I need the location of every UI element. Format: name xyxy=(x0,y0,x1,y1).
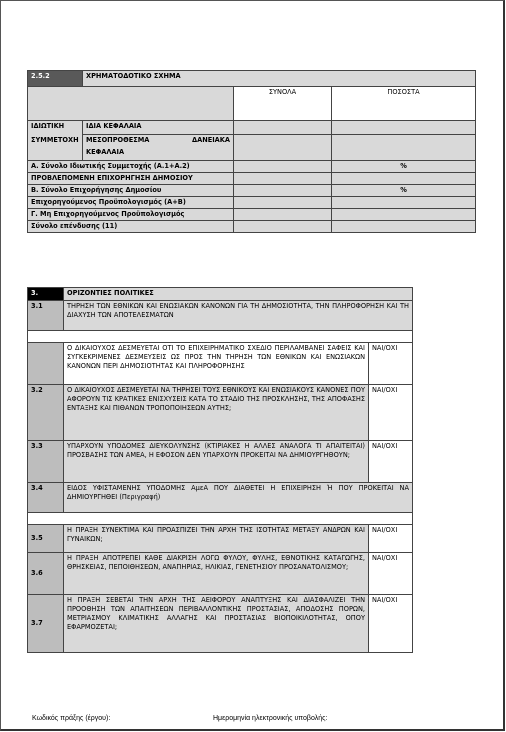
policy-text: Η ΠΡΑΞΗ ΣΕΒΕΤΑΙ ΤΗΝ ΑΡΧΗ ΤΗΣ ΑΕΙΦΟΡΟΥ ΑΝΑΠΤΥΞΗΣ ΚΑΙ ΔΙΑΣΦΑΛΙΖΕΙ ΤΗΝ ΠΡΟΟΘΗΣΗ ΤΩΝ ΑΠΑΙΤΗΣΕΩΝ ΠΕΡΙΒΑΛΛΟΝΤΙΚΗΣ ΠΡΟΣΤΑΣΙΑΣ, ΑΠΟΔΟΣΗΣ ΠΟΡΩΝ, ΜΕΤΡΙΑΣΜΟΥ ΚΛΙΜΑΤΙΚΗΣ ΑΛΛΑΓΗΣ ΚΑΙ ΠΡΟΣΤΑΣΙΑΣ ΒΙΟΠΟΙΚΙΛΟΤΗΤΑΣ, ΟΠΟΥ ΕΦΑΡΜΟΖΕΤΑΙ; xyxy=(64,595,369,653)
policy-number: 3.2 xyxy=(28,385,64,441)
loan-funds-percent-cell[interactable] xyxy=(332,135,476,161)
policy-answer[interactable]: ΝΑΙ/ΟΧΙ xyxy=(369,595,413,653)
subsidized-budget-percent-cell[interactable] xyxy=(332,197,476,209)
private-participation-spacer xyxy=(28,147,83,161)
policy-answer[interactable]: ΝΑΙ/ΟΧΙ xyxy=(369,553,413,595)
policies-table xyxy=(27,287,413,653)
policy-answer[interactable]: ΝΑΙ/ΟΧΙ xyxy=(369,343,413,385)
policy-number: 3.7 xyxy=(28,595,64,653)
non-subsidized-budget-percent-cell[interactable] xyxy=(332,209,476,221)
public-forecast-label: ΠΡΟΒΛΕΠΟΜΕΝΗ ΕΠΙΧΟΡΗΓΗΣΗ ΔΗΜΟΣΙΟΥ xyxy=(28,173,234,185)
policy-text: Ο ΔΙΚΑΙΟΥΧΟΣ ΔΕΣΜΕΥΕΤΑΙ ΟΤΙ ΤΟ ΕΠΙΧΕΙΡΗΜΑΤΙΚΟ ΣΧΕΔΙΟ ΠΕΡΙΛΑΜΒΑΝΕΙ ΣΑΦΕΙΣ ΚΑΙ ΣΥΓΚΕΚΡΙΜΕΝΕΣ ΔΕΣΜΕΥΣΕΙΣ ΩΣ ΠΡΟΣ ΤΗΝ ΤΗΡΗΣΗ ΤΩΝ ΕΘΝΙΚΩΝ ΚΑΙ ΕΝΩΣΙΑΚΩΝ ΚΑΝΟΝΩΝ ΠΕΡΙ ΔΗΜΟΣΙΟΤΗΤΑΣ ΚΑΙ ΠΛΗΡΟΦΟΡΗΣΗΣ xyxy=(64,343,369,385)
policies-section-number: 3. xyxy=(28,288,64,301)
private-participation-label-1: ΙΔΙΩΤΙΚΗ xyxy=(28,121,83,135)
policy-number: 3.1 xyxy=(28,301,64,331)
private-participation-label-2: ΣΥΜΜΕΤΟΧΗ xyxy=(28,135,83,147)
private-total-percent: % xyxy=(332,161,476,173)
public-total-percent: % xyxy=(332,185,476,197)
policy-number: 3.6 xyxy=(28,553,64,595)
public-forecast-total-cell[interactable] xyxy=(234,173,332,185)
subsidized-budget-label: Επιχορηγούμενος Προϋπολογισμός (Α+Β) xyxy=(28,197,234,209)
non-subsidized-budget-total-cell[interactable] xyxy=(234,209,332,221)
column-header-total: ΣΥΝΟΛΑ xyxy=(234,87,332,121)
public-total-cell[interactable] xyxy=(234,185,332,197)
loan-funds-label-2: ΚΕΦΑΛΑΙΑ xyxy=(83,147,234,161)
policy-text: Ο ΔΙΚΑΙΟΥΧΟΣ ΔΕΣΜΕΥΕΤΑΙ ΝΑ ΤΗΡΗΣΕΙ ΤΟΥΣ ΕΘΝΙΚΟΥΣ ΚΑΙ ΕΝΩΣΙΑΚΟΥΣ ΚΑΝΟΝΕΣ ΠΟΥ ΑΦΟΡΟΥΝ ΤΙΣ ΚΡΑΤΙΚΕΣ ΕΝΙΣΧΥΣΕΙΣ ΚΑΤΑ ΤΟ ΣΤΑΔΙΟ ΤΗΣ ΠΡΟΣΚΛΗΣΗΣ, ΤΗΣ ΑΠΟΦΑΣΗΣ ΕΝΤΑΞΗΣ ΚΑΙ ΠΙΘΑΝΩΝ ΤΡΟΠΟΠΟΙΗΣΕΩΝ ΑΥΤΗΣ; xyxy=(64,385,369,441)
policy-text: Η ΠΡΑΞΗ ΑΠΟΤΡΕΠΕΙ ΚΑΘΕ ΔΙΑΚΡΙΣΗ ΛΟΓΩ ΦΥΛΟΥ, ΦΥΛΗΣ, ΕΘΝΟΤΙΚΗΣ ΚΑΤΑΓΩΓΗΣ, ΘΡΗΣΚΕΙΑΣ, ΠΕΠΟΙΘΗΣΕΩΝ, ΑΝΑΠΗΡΙΑΣ, ΗΛΙΚΙΑΣ, ΓΕΝΕΤΗΣΙΟΥ ΠΡΟΣΑΝΑΤΟΛΙΣΜΟΥ; xyxy=(64,553,369,595)
non-subsidized-budget-label: Γ. Μη Επιχορηγούμενος Προϋπολογισμός xyxy=(28,209,234,221)
public-forecast-percent-cell[interactable] xyxy=(332,173,476,185)
subsidized-budget-total-cell[interactable] xyxy=(234,197,332,209)
investment-total-percent-cell[interactable] xyxy=(332,221,476,233)
header-empty-cell xyxy=(28,87,234,121)
policy-text: ΥΠΑΡΧΟΥΝ ΥΠΟΔΟΜΕΣ ΔΙΕΥΚΟΛΥΝΣΗΣ (ΚΤΙΡΙΑΚΕΣ Η ΑΛΛΕΣ ΑΝΑΛΟΓΑ ΤΙ ΑΠΑΙΤΕΙΤΑΙ) ΠΡΟΣΒΑΣΗΣ ΤΩΝ ΑΜΕΑ, Η ΕΦΟΣΟΝ ΔΕΝ ΥΠΑΡΧΟΥΝ ΠΡΟΚΕΙΤΑΙ ΝΑ ΔΗΜΙΟΥΡΓΗΘΟΥΝ; xyxy=(64,441,369,483)
policy-answer[interactable]: ΝΑΙ/ΟΧΙ xyxy=(369,525,413,553)
project-code-label: Κωδικός πράξης (έργου): xyxy=(32,715,111,722)
policy-text: ΕΙΔΟΣ ΥΦΙΣΤΑΜΕΝΗΣ ΥΠΟΔΟΜΗΣ ΑμεΑ ΠΟΥ ΔΙΑΘΕΤΕΙ Η ΕΠΙΧΕΙΡΗΣΗ Ή ΠΟΥ ΠΡΟΚΕΙΤΑΙ ΝΑ ΔΗΜΙΟΥΡΓΗΘΕΙ (Περιγραφή) xyxy=(64,483,413,513)
policy-text: Η ΠΡΑΞΗ ΣΥΝΕΚΤΙΜΑ ΚΑΙ ΠΡΟΑΣΠΙΖΕΙ ΤΗΝ ΑΡΧΗ ΤΗΣ ΙΣΟΤΗΤΑΣ ΜΕΤΑΞΥ ΑΝΔΡΩΝ ΚΑΙ ΓΥΝΑΙΚΩΝ; xyxy=(64,525,369,553)
policy-number xyxy=(28,343,64,385)
policy-text: ΤΗΡΗΣΗ ΤΩΝ ΕΘΝΙΚΩΝ ΚΑΙ ΕΝΩΣΙΑΚΩΝ ΚΑΝΟΝΩΝ ΓΙΑ ΤΗ ΔΗΜΟΣΙΟΤΗΤΑ, ΤΗΝ ΠΛΗΡΟΦΟΡΗΣΗ ΚΑΙ ΤΗ ΔΙΑΧΥΣΗ ΤΩΝ ΑΠΟΤΕΛΕΣΜΑΤΩΝ xyxy=(64,301,413,331)
policies-spacer-row xyxy=(28,513,413,525)
policy-number: 3.5 xyxy=(28,525,64,553)
financing-table xyxy=(27,70,476,233)
public-total-label: Β. Σύνολο Επιχορήγησης Δημοσίου xyxy=(28,185,234,197)
policy-number: 3.4 xyxy=(28,483,64,513)
own-funds-percent-cell[interactable] xyxy=(332,121,476,135)
policy-answer[interactable]: ΝΑΙ/ΟΧΙ xyxy=(369,385,413,441)
private-total-label: Α. Σύνολο Ιδιωτικής Συμμετοχής (Α.1+Α.2) xyxy=(28,161,234,173)
investment-total-cell[interactable] xyxy=(234,221,332,233)
policies-spacer-row xyxy=(28,331,413,343)
section-number: 2.5.2 xyxy=(28,71,83,87)
own-funds-total-cell[interactable] xyxy=(234,121,332,135)
private-total-cell[interactable] xyxy=(234,161,332,173)
own-funds-label: ΙΔΙΑ ΚΕΦΑΛΑΙΑ xyxy=(83,121,234,135)
investment-total-label: Σύνολο επένδυσης (11) xyxy=(28,221,234,233)
submission-date-label: Ημερομηνία ηλεκτρονικής υποβολής: xyxy=(213,715,328,722)
section-title: ΧΡΗΜΑΤΟΔΟΤΙΚΟ ΣΧΗΜΑ xyxy=(83,71,476,87)
policy-number: 3.3 xyxy=(28,441,64,483)
column-header-percent: ΠΟΣΟΣΤΑ xyxy=(332,87,476,121)
policies-section-title: ΟΡΙΖΟΝΤΙΕΣ ΠΟΛΙΤΙΚΕΣ xyxy=(64,288,413,301)
loan-funds-label-1: ΜΕΣΟΠΡΟΘΕΣΜΑ ΔΑΝΕΙΑΚΑ xyxy=(83,135,234,147)
loan-funds-total-cell[interactable] xyxy=(234,135,332,161)
policy-answer[interactable]: ΝΑΙ/ΟΧΙ xyxy=(369,441,413,483)
